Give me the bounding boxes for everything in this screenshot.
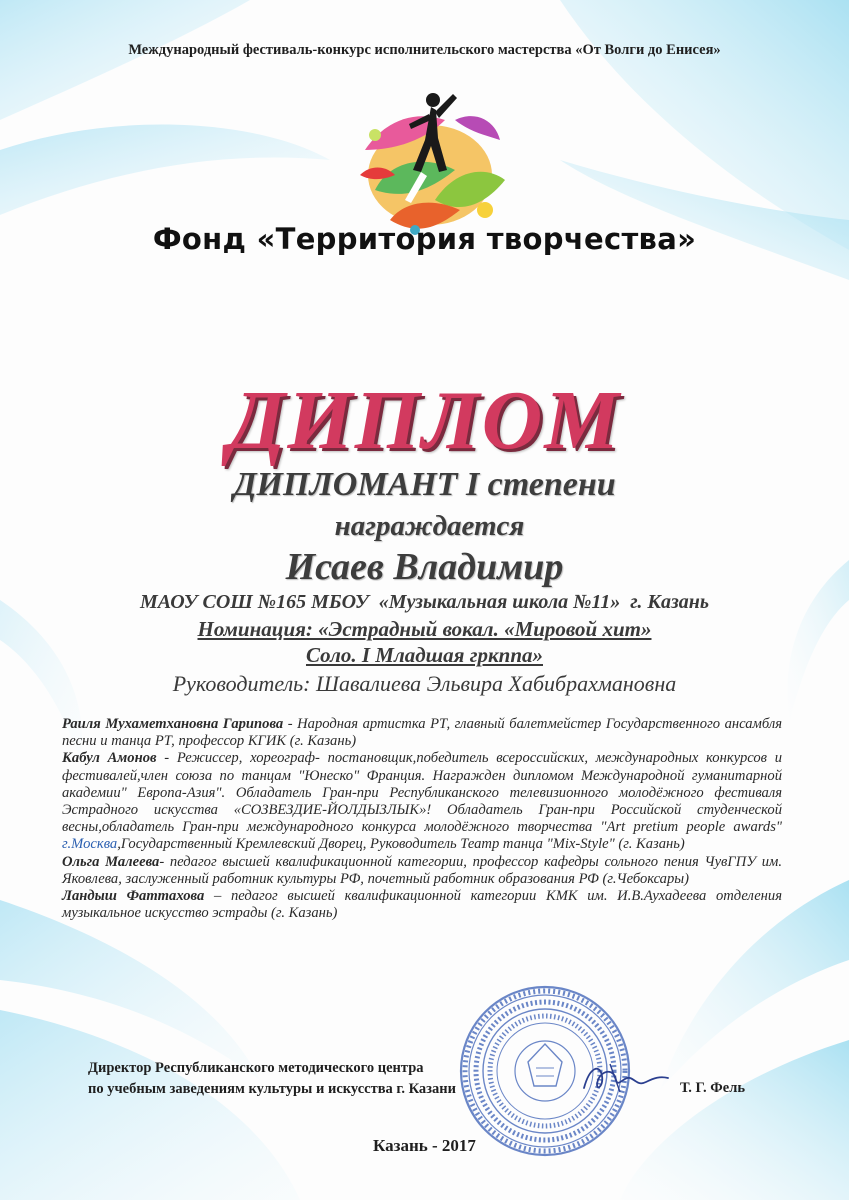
director-title-line2: по учебным заведениям культуры и искусства г. Казани <box>88 1081 456 1097</box>
school-line: МАОУ СОШ №165 МБОУ «Музыкальная школа №11» г. Казань <box>139 591 710 613</box>
jury-member-text: - Народная артистка РТ, главный балетмейстер Государственного ансамбля песни и танца РТ, профессор КГИК (г. Казань) <box>62 716 782 750</box>
leader-line: Руководитель: Шавалиева Эльвира Хабибрахмановна <box>172 671 677 696</box>
jury-member-name: Ольга Малеева <box>62 853 160 870</box>
organization-name: Фонд «Территория творчества» <box>152 222 697 256</box>
document-title: ДИПЛОМ <box>227 374 622 467</box>
jury-member <box>62 888 782 922</box>
jury-member <box>62 854 782 888</box>
director-title-line1: Директор Республиканского методического центра <box>88 1060 424 1076</box>
jury-member-text: - Режиссер, хореограф- постановщик,победитель всероссийских, международных конкурсов и фестивалей,член союза по танцам "Юнеско" Франция. Награжден дипломом Международной гуманитарной академии" Европа-Азия". Обладатель Гран-при Республиканского телевизионного молодёжного фестиваля Эстрадного искусства «СОЗВЕЗДИЕ-ЙОЛДЫЗЛЫК»! Обладатель Гран-при Российской студенческой весны,обладатель Гран-при международного конкурса молодёжного творчества "Art pretium people awards" <box>62 750 782 836</box>
jury-member-text-after: ,Государственный Кремлевский Дворец, Руководитель Театр танца "Mix-Style" (г. Казань) <box>117 836 685 853</box>
recipient-name: Исаев Владимир <box>285 546 564 588</box>
jury-member <box>62 716 782 750</box>
jury-member-city: г.Москва <box>62 836 118 853</box>
place-and-year: Казань - 2017 <box>373 1136 476 1155</box>
award-degree: ДИПЛОМАНТ I степени <box>233 466 616 503</box>
festival-line: Международный фестиваль-конкурс исполнительского мастерства «От Волги до Енисея» <box>128 42 721 58</box>
category-line: Соло. I Младшая гркппа» <box>305 643 543 667</box>
jury-member-text: – педагог высшей квалификационной категории КМК им. И.В.Аухадеева отделения музыкальное искусство эстрады (г. Казань) <box>62 888 782 922</box>
nomination-line: Номинация: «Эстрадный вокал. «Мировой хит» <box>197 617 652 641</box>
jury-member <box>62 750 782 853</box>
director-block <box>88 1058 518 1100</box>
jury-member-name: Раиля Мухаметхановна Гарипова <box>62 716 284 732</box>
awarded-label: награждается <box>334 510 525 542</box>
jury-member-text: - педагог высшей квалификационной категории, профессор кафедры сольного пения ЧувГПУ им. Яковлева, заслуженный работник культуры РФ, почетный работник образования РФ (г.Чебоксары) <box>62 853 783 887</box>
director-signature <box>580 1058 670 1098</box>
jury-member-name: Ландыш Фаттахова <box>62 888 205 905</box>
jury-member-name: Кабул Амонов <box>62 750 157 767</box>
jury-list <box>62 716 782 922</box>
director-name: Т. Г. Фель <box>680 1080 746 1096</box>
